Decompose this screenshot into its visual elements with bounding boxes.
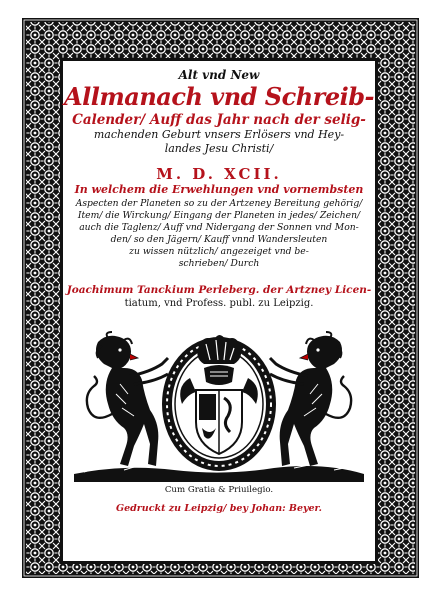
privilege-line: Cum Gratia & Priuilegio. — [164, 485, 274, 495]
subtitle-line-jaegern: den/ so den Jägern/ Kauff vnnd Wandersleuten — [110, 234, 328, 245]
title-line-machenden: machenden Geburt vnsers Erlösers vnd Hey- — [93, 128, 345, 141]
year-heading: M. D. XCII. — [156, 165, 282, 183]
heraldic-shield-icon — [196, 390, 242, 454]
title-line-alt-vnd-new: Alt vnd New — [178, 68, 260, 82]
title-line-landes: landes Jesu Christi/ — [164, 142, 274, 155]
title-line-calender: Calender/ Auff das Jahr nach der selig- — [72, 112, 366, 128]
imprint-line: Gedruckt zu Leipzig/ bey Johan: Beyer. — [116, 503, 322, 514]
subtitle-line-durch: schrieben/ Durch — [178, 258, 260, 269]
subtitle-line-taglenz: auch die Taglenz/ Auff vnd Nidergang der Sonnen vnd Mon- — [79, 222, 359, 233]
subtitle-line-nuetzlich: zu wissen nützlich/ angezeiget vnd be- — [129, 246, 309, 257]
author-title: tiatum, vnd Profess. publ. zu Leipzig. — [124, 298, 314, 309]
left-lion-icon — [87, 332, 168, 466]
right-lion-icon — [270, 332, 351, 466]
subtitle-line-aspecten: Aspecten der Planeten so zu der Artzeney Bereitung gehörig/ — [75, 198, 363, 209]
coat-of-arms-woodcut — [64, 324, 374, 482]
subtitle-line-erwehlungen: In welchem die Erwehlungen vnd vornembsten — [74, 183, 364, 196]
title-text-block — [64, 62, 374, 560]
subtitle-line-item: Item/ die Wirckung/ Eingang der Planeten in jedes/ Zeichen/ — [77, 210, 361, 221]
title-line-allmanach: Allmanach vnd Schreib- — [64, 82, 374, 111]
author-name: Joachimum Tanckium Perleberg. der Artzney Licen- — [66, 284, 372, 296]
